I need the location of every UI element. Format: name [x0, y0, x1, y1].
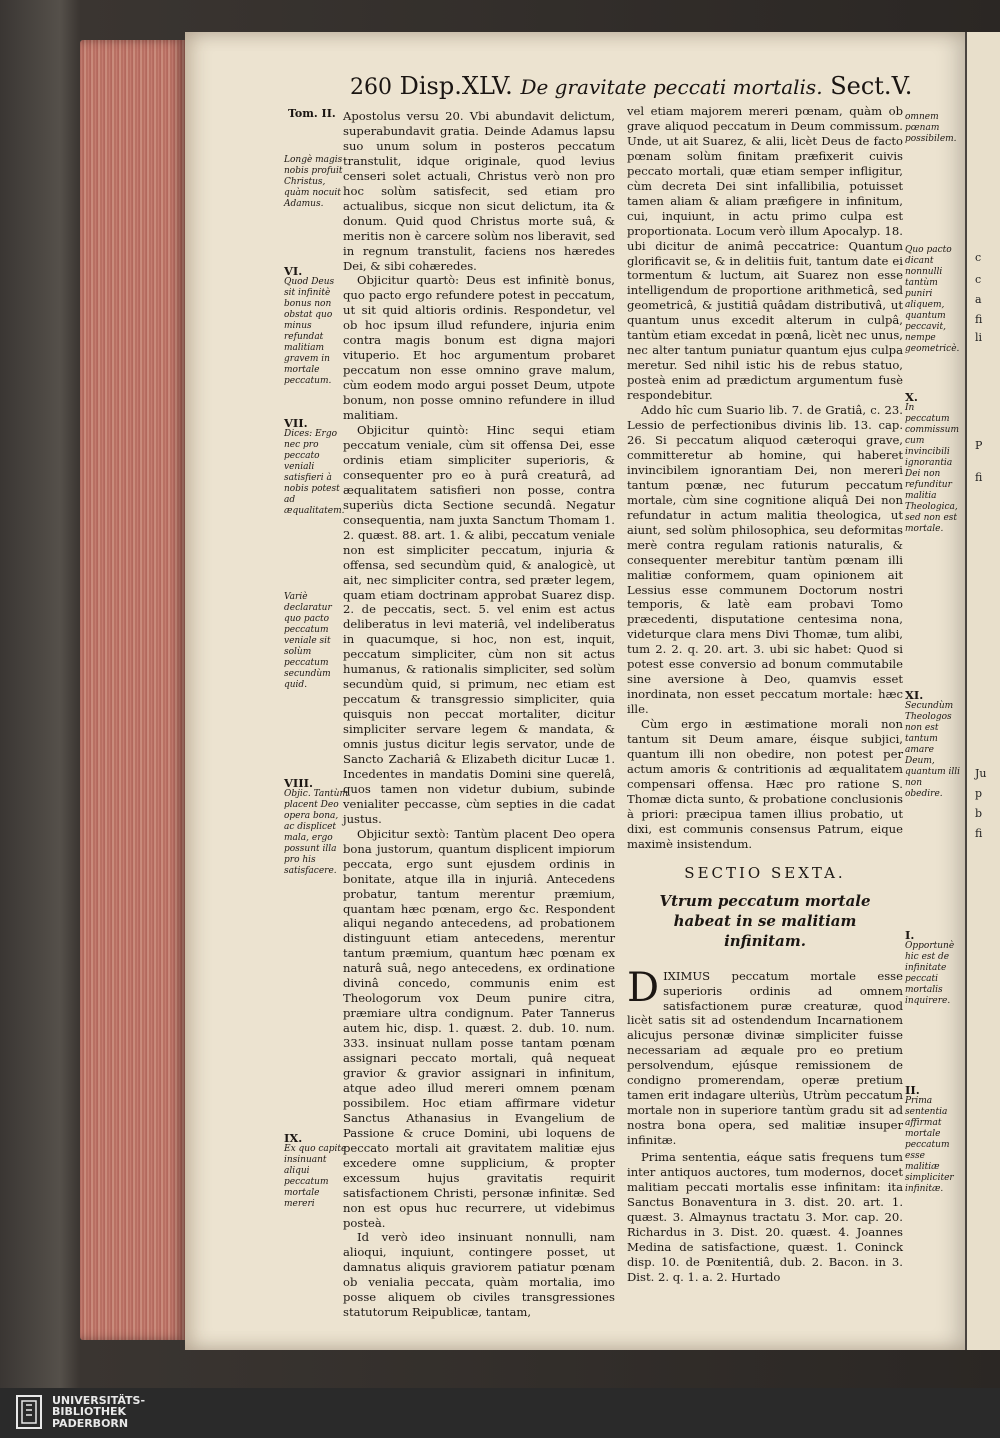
paragraph: Prima sententia, eáque satis frequens tum inter antiquos auctores, tum modernos, docet malitiam peccati mortalis esse infinitam: ita Sanctus Bonaventura in 3. dist. 20. art. 1. quæst. 3. Almaynus tractatu 3. Mor. cap. 20. Richardus in 3. Dist. 20. quæst. 4. Joannes Medina de satisfactione, quæst. 1. Coninck disp. 10. de Pœnitentiâ, dub. 2. Bacon. in 3. Dist. 2. q. 1. a. 2. Hurtado	[627, 1150, 903, 1284]
next-page-glyph: P	[975, 439, 983, 452]
next-page-glyph: c	[975, 273, 982, 286]
text-column-left	[343, 109, 615, 1320]
next-page-glyph: Ju	[975, 767, 987, 780]
margin-note: Variè declaratur quo pacto peccatum veniale sit solùm peccatum secundùm quid.	[284, 592, 332, 690]
margin-note: XI. Secundùm Theologos non est tantum amare Deum, quantum illi non obedire.	[905, 688, 961, 799]
paragraph: Objicitur sextò: Tantùm placent Deo opera bona justorum, quantum displicent impiorum peccata, ergo sunt ejusdem ordinis in bonitate, atque illa in injuriâ. Antecedens probatur, tantum merentur præmium, quantam hæc pœnam, ergo &c. Respondent aliqui negando antecedens, ad probationem distinguunt etiam antecedens, merentur tantum præmium, quantum hæc pœnam ex naturâ suâ, nego antecedens, ex ordinatione divinâ concedo, communis enim est Theologorum vox Deum punire citra, præmiare ultra condignum. Pater Tannerus autem hic, disp. 1. quæst. 2. dub. 10. num. 333. insinuat nullam posse tantam pœnam assignari peccato mortali, quâ nequeat gravior & gravior assignari in infinitum, atque adeo illud mereri omnem pœnam possibilem. Hoc etiam affirmare videtur Sanctus Athanasius in Evangelium de Passione & cruce Domini, ubi loquens de peccato mortali ait gravitatem malitiæ ejus excedere omne supplicium, & propter excessum hujus gravitatis requirit satisfactionem Christi, personæ infinitæ. Sed non est opus huc recurrere, ut videbimus posteà.	[343, 826, 615, 1230]
running-header	[350, 72, 913, 100]
book-edge	[80, 40, 185, 1340]
library-emblem-icon	[16, 1395, 42, 1429]
paragraph: Cùm ergo in æstimatione morali non tantum sit Deum amare, éisque subjici, quantum illi non obedire, non potest per actum amoris & contritionis ad æqualitatem compensari offensa. Hæc pro ratione S. Thomæ dicta sunto, & probatione conclusionis à priori: præcipua tamen illius probatio, ut dixi, est communis consensus Patrum, eique maximè insistendum.	[627, 717, 903, 851]
paragraph: Addo hîc cum Suario lib. 7. de Gratiâ, c. 23. Lessio de perfectionibus divinis lib. 13. cap. 26. Si peccatum aliquod cæteroqui grave, committeretur ab homine, qui haberet invincibilem ignorantiam Dei, non mereri tantum pœnæ, nec futurum peccatum mortale, cùm sine cognitione aliquâ Dei non refundatur in actum malitia theologica, ut aiunt, sed solùm philosophica, seu deformitas merè contra regulam rationis naturalis, & consequenter merebitur tantùm pœnam illi malitiæ conformem, quam opinionem ait Lessius esse communem Doctorum nostri temporis, & latè eam probavi Tomo præcedenti, disputatione centesima nona, videturque clara mens Divi Thomæ, tum alibi, tum 2. 2. q. 20. art. 3. ubi sic habet: Quod si potest esse conversio ad bonum commutabile sine aversione à Deo, quamvis esset inordinata, non esset peccatum mortale: hæc ille.	[627, 403, 903, 717]
margin-note: II. Prima sententia affirmat mortale peccatum esse malitiæ simpliciter infinitæ.	[905, 1083, 954, 1194]
drop-initial: D	[627, 964, 660, 1011]
next-page-glyph: fi	[975, 313, 983, 326]
section-question: Vtrum peccatum mortale habeat in se malitiam infinitam.	[659, 891, 871, 950]
next-page-glyph: a	[975, 293, 982, 306]
margin-note: VI. Quod Deus sit infinitè bonus non obstat quo minus refundat malitiam gravem in mortale peccatum.	[284, 264, 335, 386]
disputation-label: Disp.XLV.	[399, 72, 513, 100]
margin-note: X. In peccatum commissum cum invincibili ignorantia Dei non refunditur malitia Theologica, sed non est mortale.	[905, 390, 959, 534]
section-label: Sect.V.	[830, 72, 913, 100]
header-title: De gravitate peccati mortalis.	[520, 75, 823, 99]
margin-note: VII. Dices: Ergo nec pro peccato veniali satisfieri à nobis potest ad æqualitatem.	[284, 416, 345, 516]
paragraph-text: IXIMUS peccatum mortale esse superioris ordinis ad omnem satisfactionem puræ creaturæ, quod licèt satis sit ad ostendendum Incarnationem alicujus personæ divinæ simpliciter fuisse necessariam ad æquale pro eo pretium persolvendum, ejúsque remissionem de condigno promerendam, operæ pretium tamen erit indagare ulteriùs, Utrùm peccatum mortale non in superiore tantùm gradu sit ad nostra bona opera, sed malitiæ insuper infinitæ.	[627, 968, 903, 1148]
next-page-glyph: b	[975, 807, 983, 820]
library-logo	[16, 1392, 145, 1432]
paragraph	[627, 964, 903, 1148]
paragraph: Apostolus versu 20. Vbi abundavit delictum, superabundavit gratia. Deinde Adamus lapsu suo unum solum in posteros peccatum transtulit, idque originale, quod levius censeri solet actuali, Christus verò non pro hoc solùm satisfecit, sed etiam pro actualibus, sicque non sicut delictum, ita & donum. Quid quod Christus morte suâ, & meritis non è carcere solùm nos liberavit, sed in regnum transtulit, faciens nos hæredes Dei, & sibi cohæredes.	[343, 109, 615, 273]
margin-note: I. Opportunè hic est de infinitate peccati mortalis inquirere.	[905, 928, 955, 1006]
paragraph: Objicitur quintò: Hinc sequi etiam peccatum veniale, cùm sit offensa Dei, esse ordinis etiam simpliciter superioris, & consequenter pro eo à purâ creaturâ, ad æqualitatem satisfieri non posse, contra superiùs dicta Sectione secundâ. Negatur consequentia, nam juxta Sanctum Thomam 1. 2. quæst. 88. art. 1. & alibi, peccatum veniale non est simpliciter peccatum, injuria & offensa, sed secundùm quid, & analogicè, ut ait, nec simpliciter contra, sed præter legem, quam etiam doctrinam approbat Suarez disp. 2. de peccatis, sect. 5. vel enim est actus deliberatus in levi materiâ, vel indeliberatus in quacumque, si hoc, non est, inquit, peccatum simpliciter, cùm non sit actus humanus, & rationalis simpliciter, sed solùm secundùm quid, si primum, nec etiam est peccatum & transgressio simpliciter, quia quisquis non peccat mortaliter, dicitur simpliciter servare legem & mandata, & omnis justus dicitur legis servator, unde de Sancto Zachariâ & Elizabeth dicitur Lucæ 1. Incedentes in mandatis Domini sine querelâ, quos tamen non videtur dubium, subinde venialiter peccasse, cùm septies in die cadat justus.	[343, 423, 615, 826]
margin-note: Longè magis nobis profuit Christus, quàm nocuit Adamus.	[284, 155, 343, 209]
margin-note: IX. Ex quo capite insinuant aliqui peccatum mortale mereri	[284, 1131, 347, 1209]
next-page-glyph: c	[975, 251, 982, 264]
next-page-glyph: p	[975, 787, 983, 800]
tome-label: Tom. II.	[288, 107, 336, 120]
paragraph: vel etiam majorem mereri pœnam, quàm ob grave aliquod peccatum in Deum commissum. Unde, ut ait Suarez, & alii, licèt Deus de facto pœnam solùm finitam præfixerit cuivis peccato mortali, quæ etiam semper infligitur, cùm decreta Dei sint infallibilia, potuisset tamen aliam & aliam præfigere in infinitum, cui, inquiunt, in actu primo culpa est proportionata. Locum verò illum Apocalyp. 18. ubi dicitur de animâ peccatrice: Quantum glorificavit se, & in delitiis fuit, tantum date ei tormentum & luctum, ait Suarez non esse intelligendum de proportione arithmeticâ, sed geometricâ, & justitiâ quâdam distributivâ, ut quantum unus excedit alterum in culpâ, tantùm etiam excedat in pœnâ, licèt nec unus, nec alter tantum puniatur quantum ejus culpa meretur. Sed nihil istic his de rebus statuo, posteà enim ad prædictum argumentum fusè respondebitur.	[627, 104, 903, 403]
section-heading: SECTIO SEXTA.	[684, 863, 846, 882]
page-number: 260	[350, 75, 392, 100]
paragraph: Id verò ideo insinuant nonnulli, nam alioqui, inquiunt, contingere posset, ut damnatus aliquis graviorem patiatur pœnam ob venialia peccata, quàm mortalia, imo posse aliquem ob civiles transgressiones statutorum Reipublicæ, tantam,	[343, 1230, 615, 1320]
margin-note: VIII. Objic. Tantùm placent Deo opera bona, ac displicet mala, ergo possunt illa pro his satisfacere.	[284, 776, 348, 876]
margin-note: omnem pœnam possibilem.	[905, 112, 957, 144]
text-column-right	[627, 104, 903, 1285]
library-name: UNIVERSITÄTS- BIBLIOTHEK PADERBORN	[52, 1393, 146, 1430]
next-page-glyph: fi	[975, 471, 983, 484]
next-page-glyph: fi	[975, 827, 983, 840]
paragraph: Objicitur quartò: Deus est infinitè bonus, quo pacto ergo refundere potest in peccatum, ut sit quid altioris ordinis. Respondetur, vel ob hoc ipsum illud refundere, injuria enim contra magis bonum est digna majori vituperio. Et hoc argumentum probaret peccatum non esse omnino grave malum, cùm eodem modo argui posset Deum, utpote bonum, non posse omnino refundere in illud malitiam.	[343, 273, 615, 423]
next-page-edge	[965, 32, 1000, 1350]
next-page-glyph: li	[975, 331, 983, 344]
margin-note: Quo pacto dicant nonnulli tantùm puniri aliquem, quantum peccavit, nempe geometricè.	[905, 245, 960, 354]
